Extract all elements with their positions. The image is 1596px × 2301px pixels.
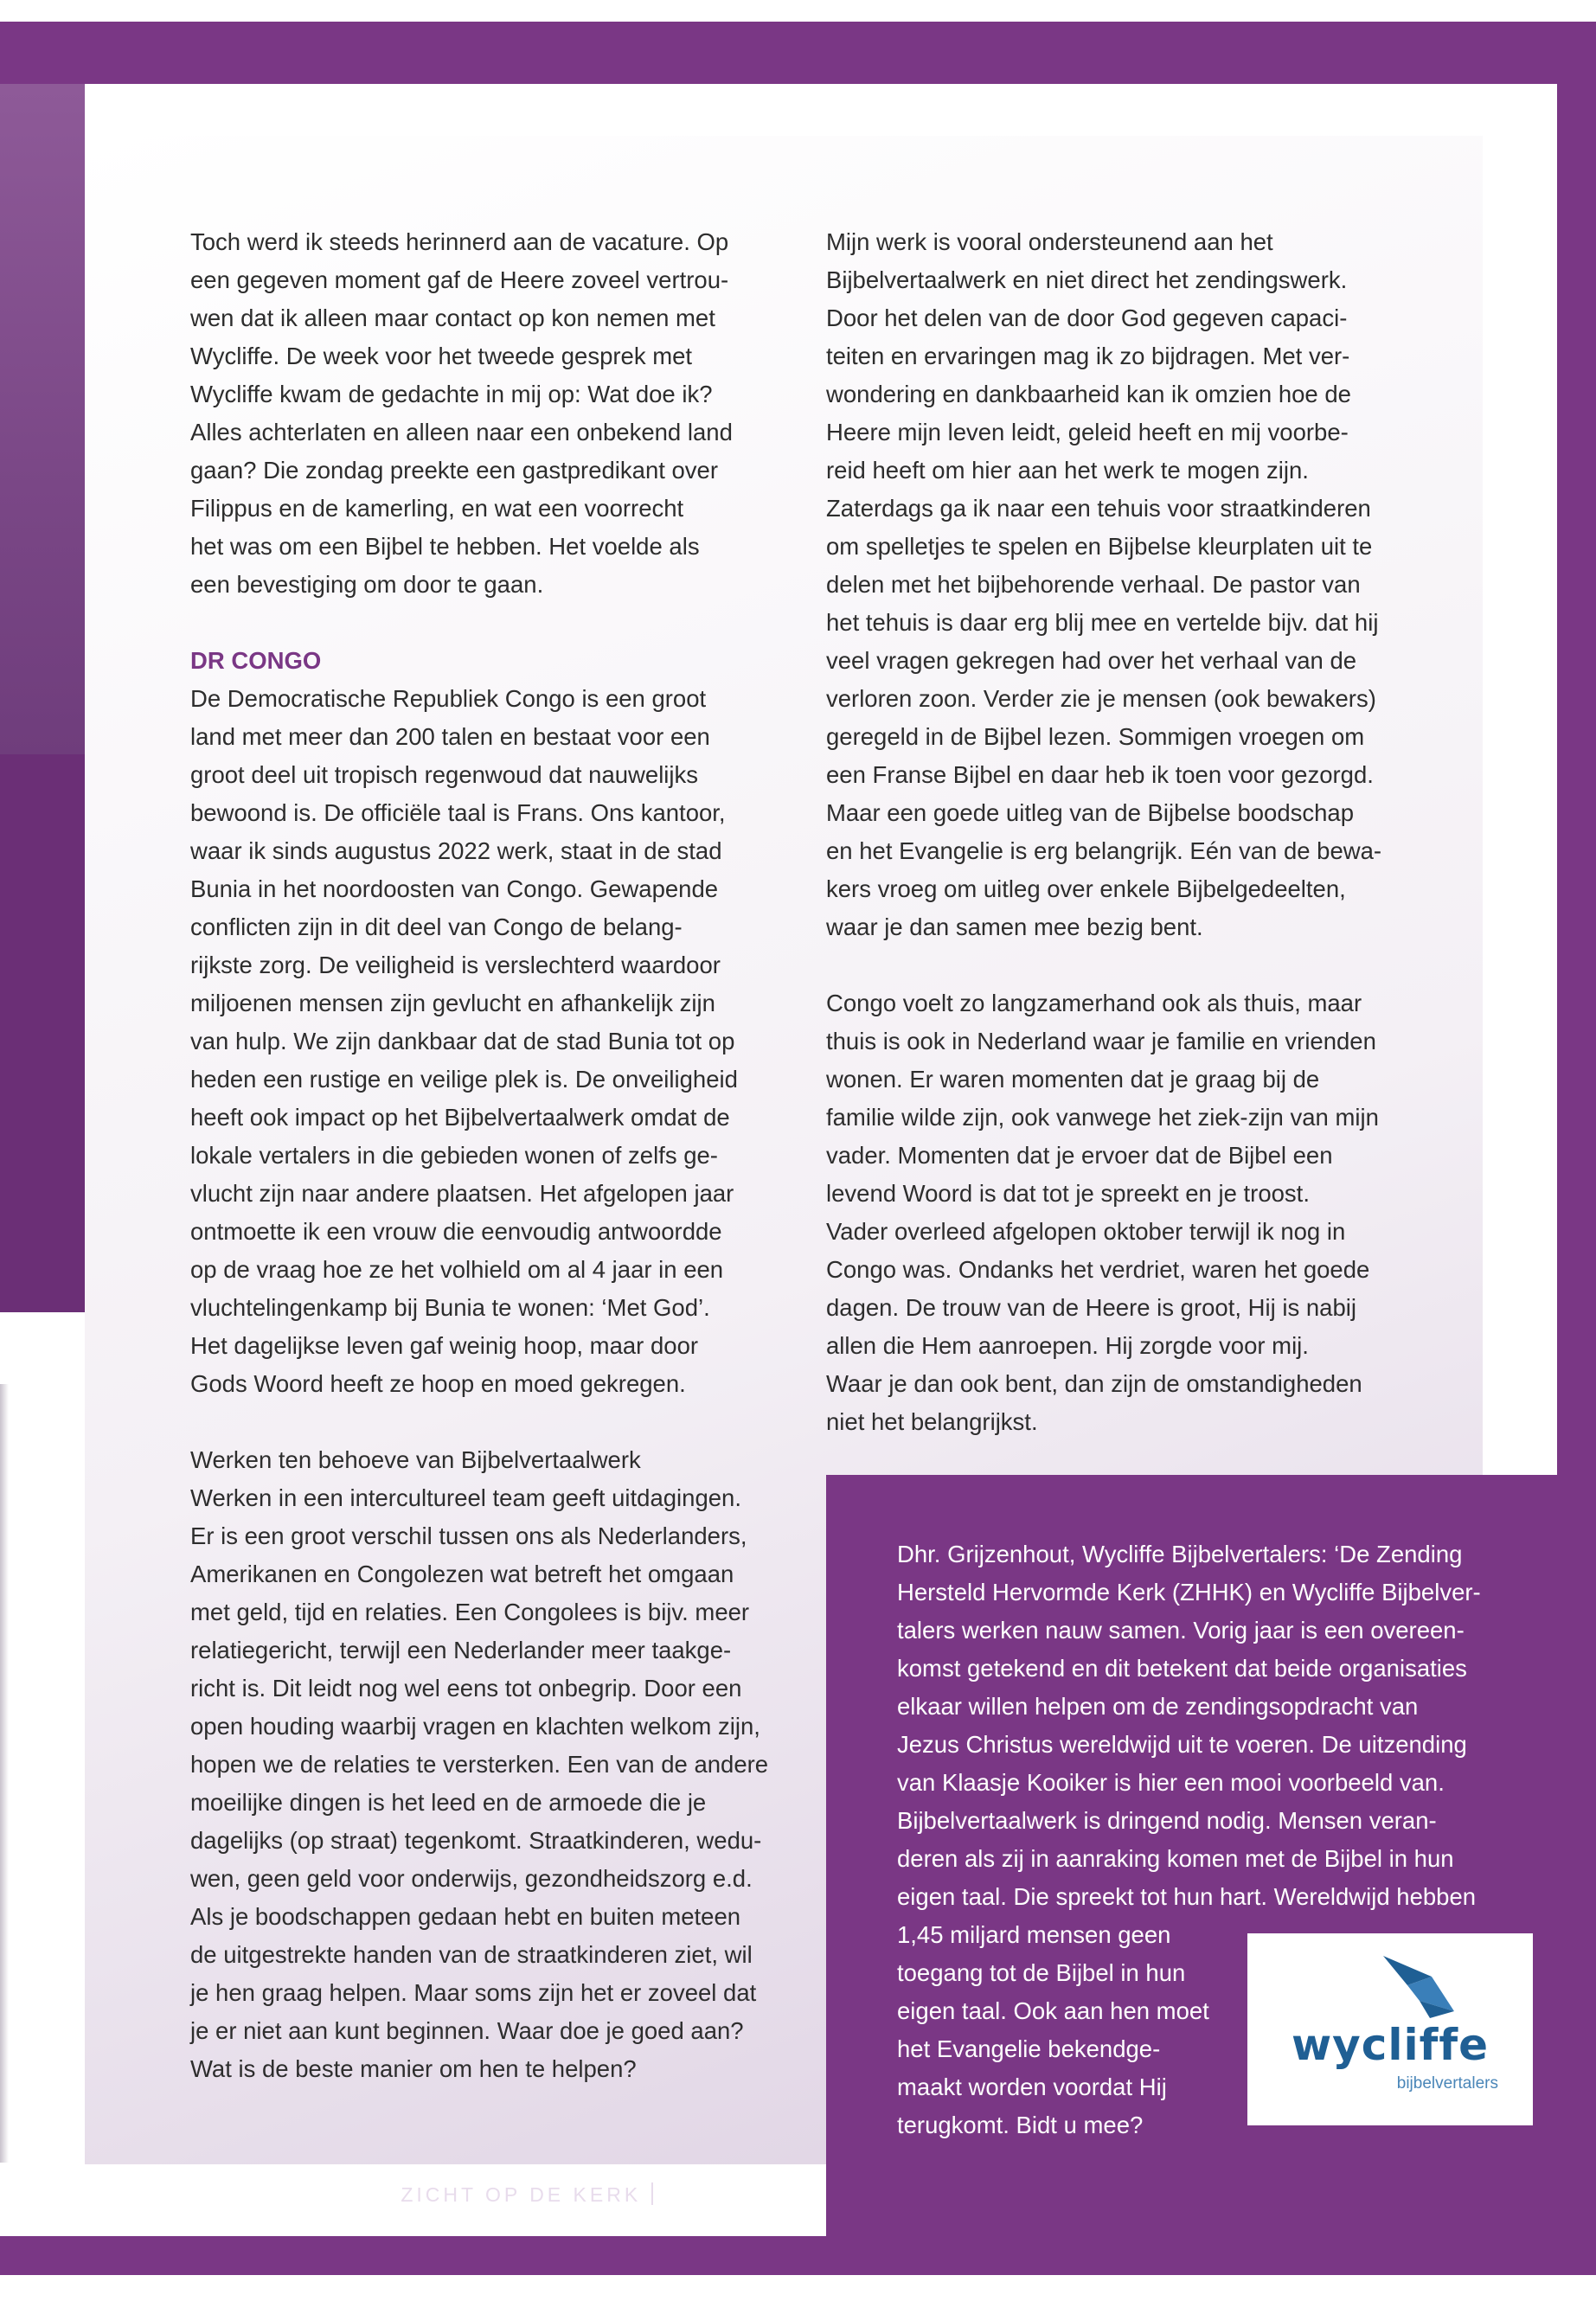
text-line: familie wilde zijn, ook vanwege het ziek-zijn van mijn xyxy=(826,1104,1379,1131)
text-line: van hulp. We zijn dankbaar dat de stad Bunia tot op xyxy=(190,1028,735,1054)
paragraph-werken xyxy=(190,1441,779,2088)
logo-wordmark: wycliffe xyxy=(1291,2020,1490,2070)
text-line: Werken ten behoeve van Bijbelvertaalwerk xyxy=(190,1446,641,1473)
text-line: waar ik sinds augustus 2022 werk, staat in de stad xyxy=(190,837,722,864)
text-line: relatiegericht, terwijl een Nederlander meer taakge- xyxy=(190,1637,732,1663)
text-line: Waar je dan ook bent, dan zijn de omstandigheden xyxy=(826,1370,1362,1397)
text-line: Het dagelijkse leven gaf weinig hoop, maar door xyxy=(190,1332,699,1359)
text-line: Wycliffe kwam de gedachte in mij op: Wat doe ik? xyxy=(190,381,713,407)
text-line: dagen. De trouw van de Heere is groot, Hij is nabij xyxy=(826,1294,1356,1321)
text-line: Bunia in het noordoosten van Congo. Gewapende xyxy=(190,875,719,902)
text-line: thuis is ook in Nederland waar je familie en vrienden xyxy=(826,1028,1376,1054)
text-line: Amerikanen en Congolezen wat betreft het omgaan xyxy=(190,1561,734,1587)
text-line: teiten en ervaringen mag ik zo bijdragen. Met ver- xyxy=(826,343,1350,369)
callout-line: Dhr. Grijzenhout, Wycliffe Bijbelvertalers: ‘De Zending xyxy=(897,1541,1463,1567)
left-edge-shadow xyxy=(0,1384,9,2163)
text-line: je hen graag helpen. Maar soms zijn het er zoveel dat xyxy=(190,1979,757,2006)
callout-line: terugkomt. Bidt u mee? xyxy=(897,2112,1144,2138)
text-line: delen met het bijbehorende verhaal. De pastor van xyxy=(826,571,1361,598)
bottom-purple-band xyxy=(0,2236,1596,2275)
text-line: om spelletjes te spelen en Bijbelse kleurplaten uit te xyxy=(826,533,1373,560)
callout-line: van Klaasje Kooiker is hier een mooi voorbeeld van. xyxy=(897,1769,1445,1796)
text-line: Maar een goede uitleg van de Bijbelse boodschap xyxy=(826,799,1355,826)
text-line: Mijn werk is vooral ondersteunend aan het xyxy=(826,228,1273,255)
text-line: Er is een groot verschil tussen ons als Nederlanders, xyxy=(190,1522,747,1549)
text-line: waar je dan samen mee bezig bent. xyxy=(826,913,1203,940)
text-line: reid heeft om hier aan het werk te mogen zijn. xyxy=(826,457,1309,484)
text-line: op de vraag hoe ze het volhield om al 4 jaar in een xyxy=(190,1256,724,1283)
text-line: Door het delen van de door God gegeven capaci- xyxy=(826,304,1348,331)
paragraph-mijn-werk xyxy=(826,223,1423,946)
paragraph-intro xyxy=(190,223,779,604)
text-line: wondering en dankbaarheid kan ik omzien hoe de xyxy=(826,381,1351,407)
left-text-column xyxy=(190,223,779,2088)
text-line: bewoond is. De officiële taal is Frans. Ons kantoor, xyxy=(190,799,726,826)
text-line: Alles achterlaten en alleen naar een onbekend land xyxy=(190,419,733,445)
text-line: De Democratische Republiek Congo is een groot xyxy=(190,685,707,712)
text-line: Zaterdags ga ik naar een tehuis voor straatkinderen xyxy=(826,495,1371,522)
text-line: een Franse Bijbel en daar heb ik toen voor gezorgd. xyxy=(826,761,1374,788)
text-line: vluchtelingenkamp bij Bunia te wonen: ‘Met God’. xyxy=(190,1294,710,1321)
wycliffe-logo-icon xyxy=(1381,1951,1459,2020)
callout-line: Jezus Christus wereldwijd uit te voeren. De uitzending xyxy=(897,1731,1467,1758)
text-line: wen, geen geld voor onderwijs, gezondheidszorg e.d. xyxy=(190,1865,753,1892)
text-line: Bijbelvertaalwerk en niet direct het zendingswerk. xyxy=(826,266,1348,293)
text-line: groot deel uit tropisch regenwoud dat nauwelijks xyxy=(190,761,699,788)
text-line: rijkste zorg. De veiligheid is verslechterd waardoor xyxy=(190,952,721,978)
text-line: gaan? Die zondag preekte een gastpredikant over xyxy=(190,457,719,484)
text-line: Toch werd ik steeds herinnerd aan de vacature. Op xyxy=(190,228,729,255)
callout-line: Hersteld Hervormde Kerk (ZHHK) en Wycliffe Bijbelver- xyxy=(897,1579,1481,1606)
left-photo-strip xyxy=(0,84,85,754)
section-heading-dr-congo: DR CONGO xyxy=(190,647,322,674)
callout-line: toegang tot de Bijbel in hun xyxy=(897,1959,1186,1986)
callout-line: talers werken nauw samen. Vorig jaar is een overeen- xyxy=(897,1617,1465,1644)
footer-divider xyxy=(651,2182,653,2205)
text-line: het was om een Bijbel te hebben. Het voelde als xyxy=(190,533,700,560)
text-line: Wycliffe. De week voor het tweede gesprek met xyxy=(190,343,693,369)
text-line: vlucht zijn naar andere plaatsen. Het afgelopen jaar xyxy=(190,1180,734,1207)
callout-line: 1,45 miljard mensen geen xyxy=(897,1921,1171,1948)
top-purple-band xyxy=(0,22,1596,84)
paragraph-congo xyxy=(190,680,779,1403)
callout-line: maakt worden voordat Hij xyxy=(897,2073,1167,2100)
text-line: wen dat ik alleen maar contact op kon nemen met xyxy=(190,304,715,331)
callout-line: elkaar willen helpen om de zendingsopdracht van xyxy=(897,1693,1419,1720)
text-line: open houding waarbij vragen en klachten welkom zijn, xyxy=(190,1713,760,1740)
callout-line: eigen taal. Ook aan hen moet xyxy=(897,1997,1209,2024)
callout-line: komst getekend en dit betekent dat beide organisaties xyxy=(897,1655,1467,1682)
text-line: veel vragen gekregen had over het verhaal van de xyxy=(826,647,1357,674)
text-line: wonen. Er waren momenten dat je graag bij de xyxy=(826,1066,1320,1093)
callout-line: deren als zij in aanraking komen met de Bijbel in hun xyxy=(897,1845,1454,1872)
text-line: Heere mijn leven leidt, geleid heeft en mij voorbe- xyxy=(826,419,1349,445)
callout-line: Bijbelvertaalwerk is dringend nodig. Mensen veran- xyxy=(897,1807,1437,1834)
text-line: het tehuis is daar erg blij mee en vertelde bijv. dat hij xyxy=(826,609,1379,636)
wycliffe-callout-box xyxy=(826,1475,1596,2236)
text-line: niet het belangrijkst. xyxy=(826,1408,1038,1435)
left-dark-panel xyxy=(0,754,85,1312)
text-line: Congo voelt zo langzamerhand ook als thuis, maar xyxy=(826,990,1362,1016)
text-line: miljoenen mensen zijn gevlucht en afhankelijk zijn xyxy=(190,990,715,1016)
text-line: lokale vertalers in die gebieden wonen of zelfs ge- xyxy=(190,1142,718,1169)
text-line: en het Evangelie is erg belangrijk. Eén van de bewa- xyxy=(826,837,1382,864)
text-line: moeilijke dingen is het leed en de armoede die je xyxy=(190,1789,707,1816)
callout-line: het Evangelie bekendge- xyxy=(897,2035,1161,2062)
text-line: dagelijks (op straat) tegenkomt. Straatkinderen, wedu- xyxy=(190,1827,762,1854)
text-line: geregeld in de Bijbel lezen. Sommigen vroegen om xyxy=(826,723,1365,750)
text-line: een bevestiging om door te gaan. xyxy=(190,571,544,598)
text-line: Vader overleed afgelopen oktober terwijl ik nog in xyxy=(826,1218,1346,1245)
page-number: 13 xyxy=(663,2182,688,2207)
text-line: allen die Hem aanroepen. Hij zorgde voor mij. xyxy=(826,1332,1309,1359)
right-purple-band xyxy=(1557,22,1596,1484)
text-line: ontmoette ik een vrouw die eenvoudig antwoordde xyxy=(190,1218,722,1245)
text-line: hopen we de relaties te versterken. Een van de andere xyxy=(190,1751,769,1778)
text-line: met geld, tijd en relaties. Een Congolees is bijv. meer xyxy=(190,1599,750,1625)
right-text-column xyxy=(826,223,1423,1441)
text-line: Filippus en de kamerling, en wat een voorrecht xyxy=(190,495,684,522)
callout-line: eigen taal. Die spreekt tot hun hart. Wereldwijd hebben xyxy=(897,1883,1477,1910)
text-line: land met meer dan 200 talen en bestaat voor een xyxy=(190,723,710,750)
text-line: Gods Woord heeft ze hoop en moed gekregen. xyxy=(190,1370,686,1397)
paragraph-congo-thuis xyxy=(826,984,1423,1441)
text-line: de uitgestrekte handen van de straatkinderen ziet, wil xyxy=(190,1941,753,1968)
text-line: heden een rustige en veilige plek is. De onveiligheid xyxy=(190,1066,738,1093)
text-line: heeft ook impact op het Bijbelvertaalwerk omdat de xyxy=(190,1104,730,1131)
text-line: richt is. Dit leidt nog wel eens tot onbegrip. Door een xyxy=(190,1675,742,1702)
text-line: Wat is de beste manier om hen te helpen? xyxy=(190,2055,637,2082)
text-line: een gegeven moment gaf de Heere zoveel vertrou- xyxy=(190,266,729,293)
text-line: Werken in een intercultureel team geeft uitdagingen. xyxy=(190,1484,741,1511)
text-line: Als je boodschappen gedaan hebt en buiten meteen xyxy=(190,1903,741,1930)
text-line: levend Woord is dat tot je spreekt en je troost. xyxy=(826,1180,1310,1207)
text-line: kers vroeg om uitleg over enkele Bijbelgedeelten, xyxy=(826,875,1346,902)
wycliffe-logo xyxy=(1247,1933,1533,2125)
text-line: conflicten zijn in dit deel van Congo de belang- xyxy=(190,913,683,940)
logo-subtitle: bijbelvertalers xyxy=(1396,2074,1498,2093)
text-line: Congo was. Ondanks het verdriet, waren het goede xyxy=(826,1256,1370,1283)
magazine-name: ZICHT OP DE KERK xyxy=(401,2183,642,2206)
page-footer xyxy=(298,2182,688,2208)
text-line: verloren zoon. Verder zie je mensen (ook bewakers) xyxy=(826,685,1376,712)
text-line: vader. Momenten dat je ervoer dat de Bijbel een xyxy=(826,1142,1333,1169)
text-line: je er niet aan kunt beginnen. Waar doe je goed aan? xyxy=(190,2017,744,2044)
